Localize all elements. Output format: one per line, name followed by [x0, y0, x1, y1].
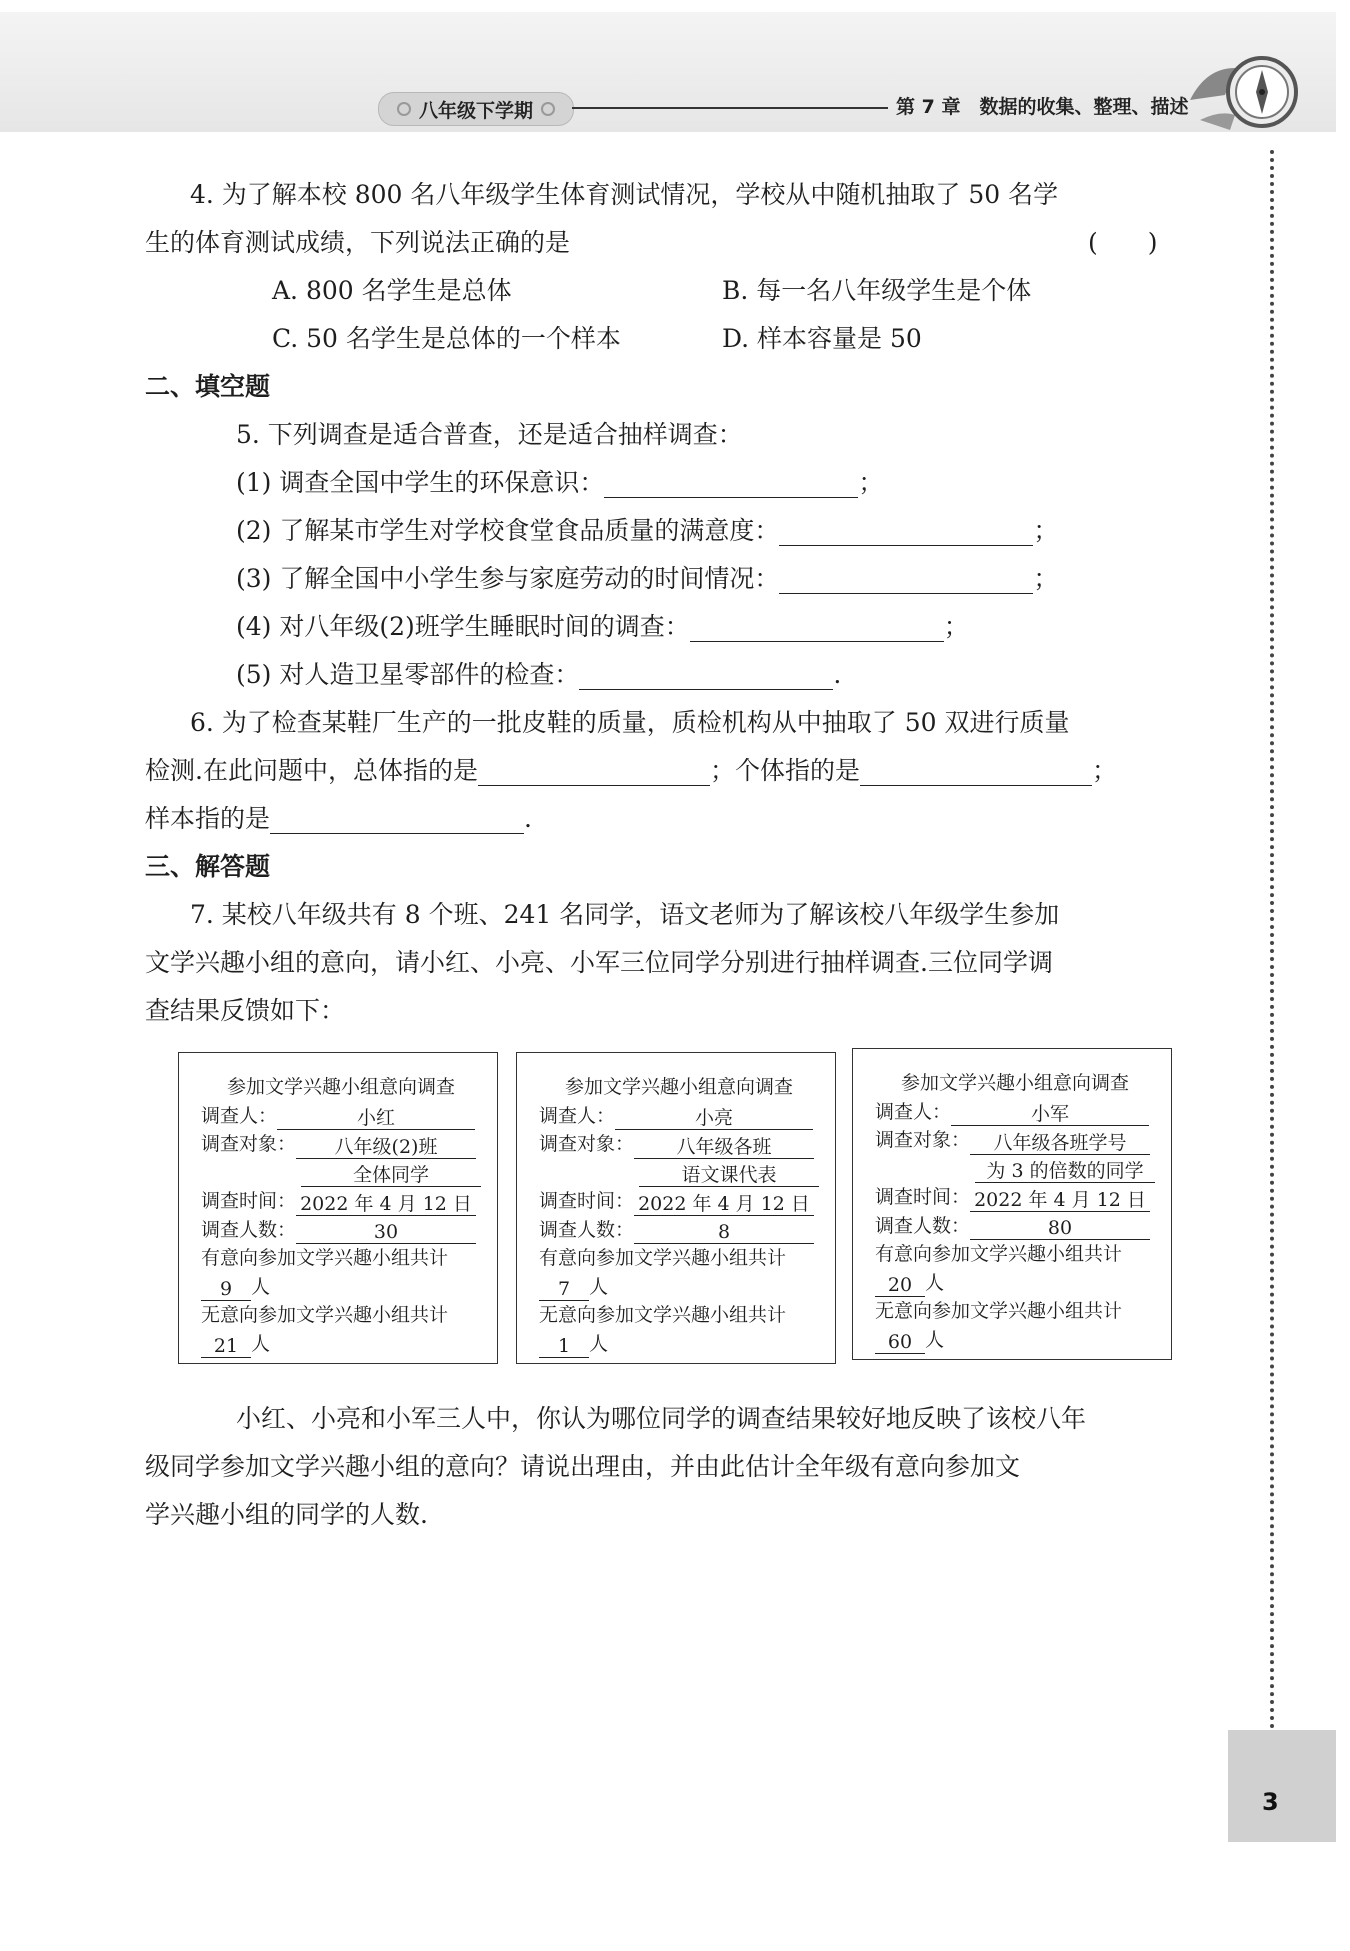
target-value-2: 语文课代表: [639, 1164, 819, 1187]
surveyor-label: 调查人：: [875, 1100, 952, 1123]
target-label: 调查对象：: [539, 1133, 635, 1155]
q5-item-2: [236, 516, 1058, 546]
page-number: 3: [1262, 1788, 1279, 1816]
q6-line3: [145, 804, 532, 834]
yes-unit: 人: [251, 1275, 271, 1298]
no-label: 无意向参加文学兴趣小组共计: [539, 1304, 787, 1326]
q5-blank-3[interactable]: [779, 569, 1033, 594]
section-title-answer: 三、解答题: [145, 852, 271, 881]
target-value-1: 八年级各班: [634, 1136, 814, 1159]
no-value: 60: [875, 1331, 925, 1354]
q5-blank-5[interactable]: [579, 665, 833, 690]
q5-item-4: [236, 612, 969, 642]
q6-individual-blank[interactable]: [860, 761, 1092, 786]
q4-line2: 生的体育测试成绩，下列说法正确的是: [145, 228, 571, 257]
q5-item-5-end: .: [833, 660, 842, 689]
count-value: 80: [970, 1217, 1150, 1240]
q4-option-c: C. 50 名学生是总体的一个样本: [272, 324, 621, 353]
survey-card-xiaohong: [178, 1052, 498, 1364]
target-value-2: 全体同学: [301, 1164, 481, 1187]
yes-label: 有意向参加文学兴趣小组共计: [875, 1243, 1123, 1265]
q6-line1: 6. 为了检查某鞋厂生产的一批皮鞋的质量，质检机构从中抽取了 50 双进行质量: [190, 708, 1070, 737]
count-value: 8: [634, 1221, 814, 1244]
chapter-title: 第 7 章 数据的收集、整理、描述: [896, 96, 1189, 118]
time-value: 2022 年 4 月 12 日: [970, 1189, 1150, 1212]
target-value-2: 为 3 的倍数的同学: [975, 1160, 1155, 1183]
page-number-tab: [1228, 1730, 1336, 1842]
q7-after-line1: 小红、小亮和小军三人中，你认为哪位同学的调查结果较好地反映了该校八年: [236, 1404, 1087, 1433]
margin-dotted-line: [1270, 150, 1274, 1730]
q6-sample-blank[interactable]: [270, 809, 524, 834]
no-label: 无意向参加文学兴趣小组共计: [875, 1300, 1123, 1322]
q4-option-d: D. 样本容量是 50: [722, 324, 922, 353]
q5-blank-2[interactable]: [779, 521, 1033, 546]
no-unit: 人: [589, 1332, 609, 1355]
q5-item-4-text: (4) 对八年级(2)班学生睡眠时间的调查：: [236, 612, 690, 641]
no-label: 无意向参加文学兴趣小组共计: [201, 1304, 449, 1326]
target-label: 调查对象：: [201, 1133, 297, 1155]
yes-value: 7: [539, 1278, 589, 1301]
surveyor-label: 调查人：: [539, 1104, 616, 1127]
yes-unit: 人: [589, 1275, 609, 1298]
grade-text: 八年级下学期: [418, 99, 533, 122]
pill-dot-right-icon: [541, 102, 555, 116]
header-divider: [572, 107, 888, 109]
q5-item-1: [236, 468, 883, 498]
yes-value: 9: [201, 1278, 251, 1301]
q6-individual-label: ；个体指的是: [709, 756, 860, 785]
q4-answer-paren[interactable]: ( ): [1088, 228, 1158, 257]
q7-line1: 7. 某校八年级共有 8 个班、241 名同学，语文老师为了解该校八年级学生参加: [190, 900, 1060, 929]
yes-label: 有意向参加文学兴趣小组共计: [539, 1247, 787, 1269]
count-label: 调查人数：: [201, 1218, 297, 1241]
target-value-1: 八年级(2)班: [296, 1136, 476, 1159]
q5-blank-4[interactable]: [690, 617, 944, 642]
time-value: 2022 年 4 月 12 日: [634, 1193, 814, 1216]
q6-line3-end: .: [524, 804, 532, 833]
no-unit: 人: [925, 1328, 945, 1351]
q5-item-1-end: ；: [858, 468, 884, 497]
target-value-1: 八年级各班学号: [970, 1132, 1150, 1155]
count-label: 调查人数：: [875, 1214, 971, 1237]
q5-item-2-text: (2) 了解某市学生对学校食堂食品质量的满意度：: [236, 516, 780, 545]
q5-item-5: [236, 660, 841, 690]
card-title: 参加文学兴趣小组意向调查: [226, 1076, 455, 1098]
q5-item-4-end: ；: [943, 612, 969, 641]
q7-after-line2: 级同学参加文学兴趣小组的意向？请说出理由，并由此估计全年级有意向参加文: [145, 1452, 1021, 1481]
q5-item-1-text: (1) 调查全国中学生的环保意识：: [236, 468, 605, 497]
count-label: 调查人数：: [539, 1218, 635, 1241]
compass-logo-icon: [1180, 40, 1308, 140]
q6-line2-end: ；: [1091, 756, 1117, 785]
time-value: 2022 年 4 月 12 日: [296, 1193, 476, 1216]
q7-line2: 文学兴趣小组的意向，请小红、小亮、小军三位同学分别进行抽样调查.三位同学调: [145, 948, 1053, 977]
q7-line3: 查结果反馈如下：: [145, 996, 346, 1025]
survey-card-xiaojun: [852, 1048, 1172, 1360]
time-label: 调查时间：: [539, 1190, 635, 1212]
no-value: 1: [539, 1335, 589, 1358]
card-title: 参加文学兴趣小组意向调查: [900, 1072, 1129, 1094]
q4-option-b: B. 每一名八年级学生是个体: [722, 276, 1032, 305]
card-title: 参加文学兴趣小组意向调查: [564, 1076, 793, 1098]
surveyor-value: 小军: [951, 1103, 1149, 1126]
time-label: 调查时间：: [875, 1186, 971, 1208]
yes-label: 有意向参加文学兴趣小组共计: [201, 1247, 449, 1269]
q5-item-5-text: (5) 对人造卫星零部件的检查：: [236, 660, 580, 689]
q4-line1: 4. 为了解本校 800 名八年级学生体育测试情况，学校从中随机抽取了 50 名学: [190, 180, 1059, 209]
q4-option-a: A. 800 名学生是总体: [272, 276, 512, 305]
survey-card-xiaoliang: [516, 1052, 836, 1364]
q5-blank-1[interactable]: [604, 473, 858, 498]
q5-item-3: [236, 564, 1058, 594]
q6-population-label: 检测.在此问题中，总体指的是: [145, 756, 478, 785]
time-label: 调查时间：: [201, 1190, 297, 1212]
pill-dot-left-icon: [397, 102, 411, 116]
target-label: 调查对象：: [875, 1129, 971, 1151]
q6-sample-label: 样本指的是: [145, 804, 271, 833]
grade-label: [378, 92, 574, 126]
q5-item-3-text: (3) 了解全国中小学生参与家庭劳动的时间情况：: [236, 564, 780, 593]
no-unit: 人: [251, 1332, 271, 1355]
no-value: 21: [201, 1335, 251, 1358]
q7-after-line3: 学兴趣小组的同学的人数.: [145, 1500, 428, 1529]
q6-population-blank[interactable]: [478, 761, 710, 786]
surveyor-value: 小亮: [615, 1107, 813, 1130]
q6-line2: [145, 756, 1117, 786]
q5-item-2-end: ；: [1033, 516, 1059, 545]
surveyor-label: 调查人：: [201, 1104, 278, 1127]
yes-unit: 人: [925, 1271, 945, 1294]
q5-item-3-end: ；: [1033, 564, 1059, 593]
surveyor-value: 小红: [277, 1107, 475, 1130]
q5-stem: 5. 下列调查是适合普查，还是适合抽样调查：: [236, 420, 743, 449]
count-value: 30: [296, 1221, 476, 1244]
section-title-fill-in: 二、填空题: [145, 372, 271, 401]
yes-value: 20: [875, 1274, 925, 1297]
